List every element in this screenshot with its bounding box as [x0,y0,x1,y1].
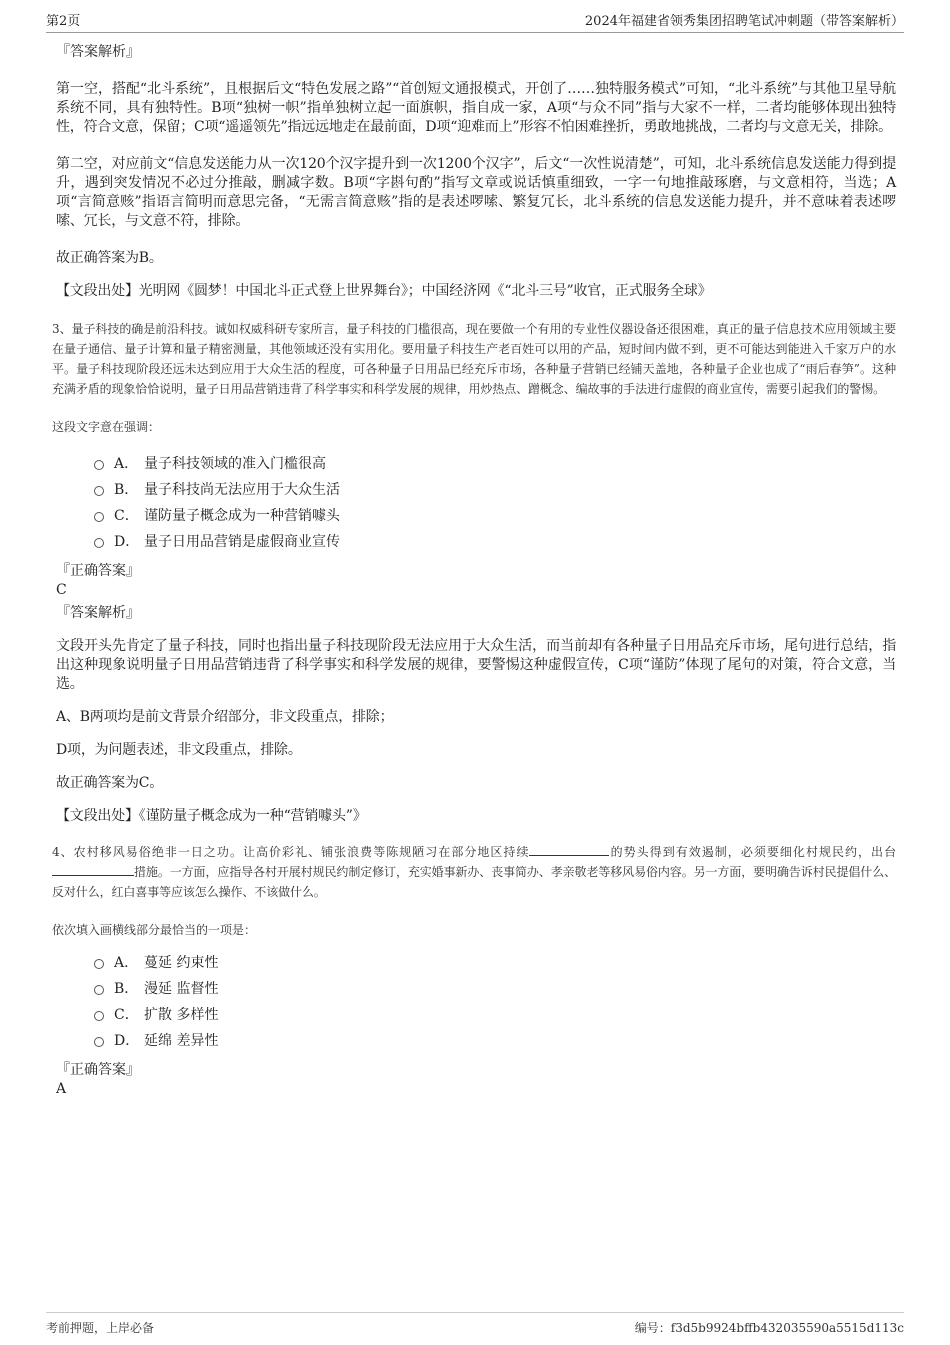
q4-prompt: 依次填入画横线部分最恰当的一项是： [52,923,257,937]
q4-options [94,950,896,1054]
q4-answer: A [56,1081,67,1097]
fill-blank-2 [52,863,134,876]
q4-answer-label: 『正确答案』 [56,1062,140,1078]
q3-analysis-paragraph-1: 文段开头先肯定了量子科技，同时也指出量子科技现阶段无法应用于大众生活，而当前却有各种量子日用品充斥市场，尾句进行总结，指出这种现象说明量子日用品营销违背了科学事实和科学发展的规律，要警惕这种虚假宣传，C项“谨防”体现了尾句的对策，符合文意，当选。 [56,638,896,692]
q4-option-d[interactable] [94,1028,896,1054]
q2-analysis-paragraph-2: 第二空，对应前文“信息发送能力从一次120个汉字提升到一次1200个汉字”，后文“一次性说清楚”，可知，北斗系统信息发送能力得到提升，遇到突发情况不必过分推敲，删减字数。B项“字斟句酌”指写文章或说话慎重细致，一字一句地推敲琢磨，与文意相符，当选；A项“言简意赅”指语言简明而意思完备，“无需言简意赅”指的是表述啰嗦、繁复冗长，北斗系统的信息发送能力提升，并不意味着表述啰嗦、冗长，与文意不符，排除。 [56,156,896,229]
radio-icon[interactable] [94,538,104,548]
option-text: 量子科技领域的准入门槛很高 [144,456,326,472]
page-number: 第2页 [46,14,81,29]
option-text: 延绵 差异性 [144,1033,219,1049]
option-text: 扩散 多样性 [144,1007,219,1023]
radio-icon[interactable] [94,512,104,522]
q2-source: 【文段出处】光明网《圆梦！中国北斗正式登上世界舞台》；中国经济网《“北斗三号”收官，正式服务全球》 [56,283,712,299]
q3-question-text: 3、量子科技的确是前沿科技。诚如权威科研专家所言，量子科技的门槛很高，现在要做一个有用的专业性仪器设备还很困难，真正的量子信息技术应用领域主要在量子通信、量子计算和量子精密测量，其他领域还没有实用化。要用量子科技生产老百姓可以用的产品，短时间内做不到，更不可能达到能进入千家万户的水平。量子科技现阶段还远未达到应用于大众生活的程度，可各种量子日用品已经充斥市场，各种量子营销已经铺天盖地，各种量子企业也成了“雨后春笋”。这种充满矛盾的现象恰恰说明，量子日用品营销违背了科学事实和科学发展的规律，用炒热点、蹭概念、编故事的手法进行虚假的商业宣传，需要引起我们的警惕。 [52,322,896,396]
q3-options [94,451,896,555]
q4-option-b[interactable] [94,976,896,1002]
footer-slogan: 考前押题，上岸必备 [46,1321,155,1335]
option-text: 漫延 监督性 [144,981,219,997]
radio-icon[interactable] [94,1037,104,1047]
q3-analysis-paragraph-3: D项，为问题表述，非文段重点，排除。 [56,742,302,758]
q3-option-d[interactable] [94,529,896,555]
option-letter: A． [114,456,139,472]
q3-answer: C [56,582,67,598]
radio-icon[interactable] [94,959,104,969]
option-text: 蔓延 约束性 [144,955,219,971]
q3-conclusion: 故正确答案为C。 [56,775,164,791]
q4-question-text [52,842,896,902]
document-title: 2024年福建省领秀集团招聘笔试冲刺题（带答案解析） [584,14,904,29]
q2-analysis-paragraph-1: 第一空，搭配“北斗系统”，且根据后文“特色发展之路”“首创短文通报模式，开创了……独特服务模式”可知，“北斗系统”与其他卫星导航系统不同，具有独特性。B项“独树一帜”指单独树立起一面旗帜，指自成一家，A项“与众不同”指与大家不一样，二者均能够体现出独特性，符合文意，保留；C项“遥遥领先”指远远地走在最前面，D项“迎难而上”形容不怕困难挫折，勇敢地挑战，二者均与文意无关，排除。 [56,81,896,135]
q4-option-c[interactable] [94,1002,896,1028]
q3-option-a[interactable] [94,451,896,477]
option-text: 量子科技尚无法应用于大众生活 [144,482,340,498]
option-text: 量子日用品营销是虚假商业宣传 [144,534,340,550]
option-letter: D． [114,534,140,550]
q4-text-part-3: 措施。一方面，应指导各村开展村规民约制定修订，充实婚事新办、丧事简办、孝亲敬老等移风易俗内容。另一方面，要明确告诉村民提倡什么、反对什么，红白喜事等应该怎么操作、不该做什么。 [52,865,896,899]
q3-prompt: 这段文字意在强调： [52,420,161,434]
option-letter: B． [114,981,139,997]
fill-blank-1 [529,843,609,856]
q3-option-c[interactable] [94,503,896,529]
radio-icon[interactable] [94,985,104,995]
q4-text-part-2: 的势头得到有效遏制，必须要细化村规民约，出台 [609,845,896,859]
option-letter: B． [114,482,139,498]
page-content [52,42,896,1098]
q3-answer-label: 『正确答案』 [56,563,140,579]
page-header [46,12,904,33]
radio-icon[interactable] [94,486,104,496]
page-footer [46,1312,904,1335]
radio-icon[interactable] [94,1011,104,1021]
document-id: 编号：f3d5b9924bffb432035590a5515d113c [634,1321,904,1335]
q3-option-b[interactable] [94,477,896,503]
q3-analysis-label: 『答案解析』 [56,605,140,621]
q4-option-a[interactable] [94,950,896,976]
q3-analysis-paragraph-2: A、B两项均是前文背景介绍部分，非文段重点，排除； [56,709,394,725]
option-text: 谨防量子概念成为一种营销噱头 [144,508,340,524]
option-letter: D． [114,1033,140,1049]
option-letter: A． [114,955,139,971]
q2-conclusion: 故正确答案为B。 [56,250,163,266]
option-letter: C． [114,508,139,524]
q3-source: 【文段出处】《谨防量子概念成为一种“营销噱头”》 [56,808,367,824]
q2-analysis-label: 『答案解析』 [56,44,140,60]
option-letter: C． [114,1007,139,1023]
radio-icon[interactable] [94,460,104,470]
q4-text-part-1: 4、农村移风易俗绝非一日之功。让高价彩礼、铺张浪费等陈规陋习在部分地区持续 [52,845,530,859]
